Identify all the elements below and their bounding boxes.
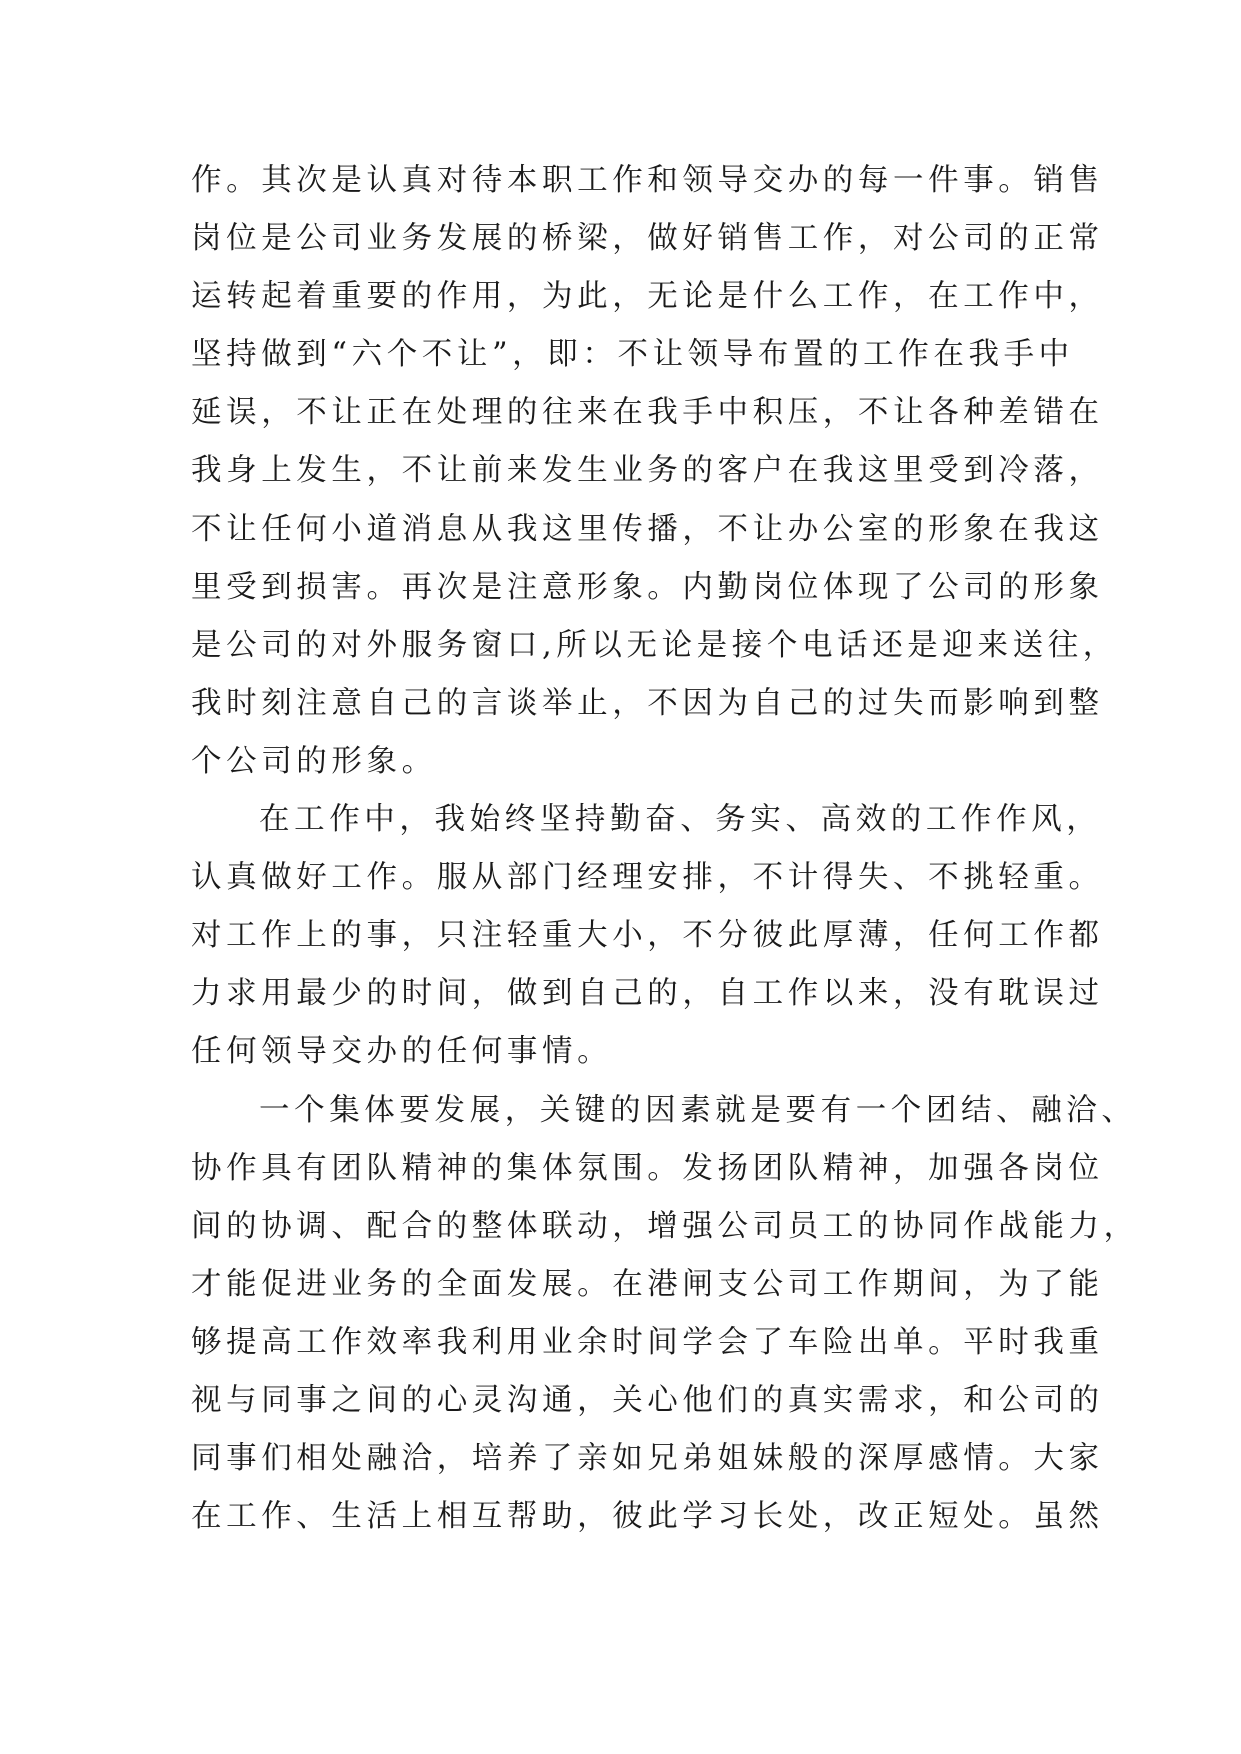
text-line: 我时刻注意自己的言谈举止，不因为自己的过失而影响到整 [191,685,1104,721]
text-line: 视与同事之间的心灵沟通，关心他们的真实需求，和公司的 [191,1382,1104,1418]
text-line: 力求用最少的时间，做到自己的，自工作以来，没有耽误过 [191,976,1104,1012]
text-line: 坚持做到“六个不让”，即：不让领导布置的工作在我手中 [191,337,1074,373]
text-line: 才能促进业务的全面发展。在港闸支公司工作期间，为了能 [191,1266,1104,1302]
text-line: 延误，不让正在处理的往来在我手中积压，不让各种差错在 [191,395,1104,431]
body-text [191,152,1139,1546]
text-line: 协作具有团队精神的集体氛围。发扬团队精神，加强各岗位 [191,1150,1104,1186]
text-line: 岗位是公司业务发展的桥梁，做好销售工作，对公司的正常 [191,221,1104,257]
text-line: 我身上发生，不让前来发生业务的客户在我这里受到冷落， [191,453,1104,489]
text-line: 在工作、生活上相互帮助，彼此学习长处，改正短处。虽然 [191,1499,1104,1535]
text-line: 够提高工作效率我利用业余时间学会了车险出单。平时我重 [191,1324,1104,1360]
text-line: 里受到损害。再次是注意形象。内勤岗位体现了公司的形象 [191,569,1104,605]
paragraph-start-line: 在工作中，我始终坚持勤奋、务实、高效的工作作风， [259,802,1102,838]
paragraph-start-line: 一个集体要发展，关键的因素就是要有一个团结、融洽、 [259,1092,1137,1128]
text-line: 对工作上的事，只注轻重大小，不分彼此厚薄，任何工作都 [191,918,1104,954]
text-line: 认真做好工作。服从部门经理安排，不计得失、不挑轻重。 [191,860,1104,896]
text-line: 运转起着重要的作用，为此，无论是什么工作，在工作中， [191,279,1104,315]
text-line: 不让任何小道消息从我这里传播，不让办公室的形象在我这 [191,511,1104,547]
text-line: 同事们相处融洽，培养了亲如兄弟姐妹般的深厚感情。大家 [191,1441,1104,1477]
text-line: 个公司的形象。 [191,743,437,779]
text-line: 任何领导交办的任何事情。 [191,1034,613,1070]
text-line: 是公司的对外服务窗口,所以无论是接个电话还是迎来送往， [191,627,1118,663]
text-line: 间的协调、配合的整体联动，增强公司员工的协同作战能力， [191,1208,1139,1244]
text-line: 作。其次是认真对待本职工作和领导交办的每一件事。销售 [191,163,1104,198]
